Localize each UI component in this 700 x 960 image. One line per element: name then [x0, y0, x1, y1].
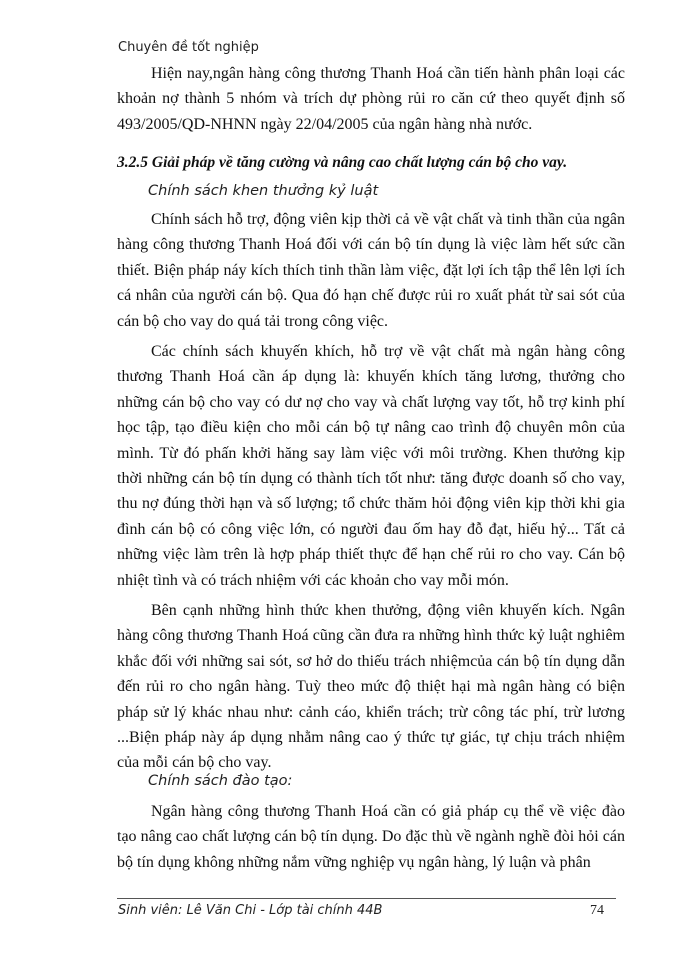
- footer-student-info: Sinh viên: Lê Văn Chi - Lớp tài chính 44B: [118, 903, 383, 918]
- section-heading: 3.2.5 Giải pháp về tăng cường và nâng cao chất lượng cán bộ cho vay.: [117, 154, 568, 171]
- paragraph-4-text: Bên cạnh những hình thức khen thưởng, động viên khuyến kích. Ngân hàng công thương Thanh Hoá cũng cần đưa ra những hình thức kỷ luật nghiêm khắc đối với những sai sót, sơ hở do thiếu trách nhiệmcủa cán bộ tín dụng dẫn đến rủi ro cho ngân hàng. Tuỳ theo mức độ thiệt hại mà ngân hàng có biện pháp sử lý khác nhau như: cảnh cáo, khiển trách; trừ công tác phí, trừ lương ...Biện pháp này áp dụng nhằm nâng cao ý thức tự giác, tự chịu trách nhiệm của mỗi cán bộ cho vay.: [117, 602, 625, 772]
- paragraph-1: [117, 61, 625, 137]
- page-number: 74: [590, 903, 604, 918]
- paragraph-5: [117, 799, 625, 875]
- paragraph-2-text: Chính sách hỗ trợ, động viên kịp thời cả về vật chất và tinh thần của ngân hàng công thương Thanh Hoá đối với cán bộ tín dụng là việc làm hết sức cần thiết. Biện pháp náy kích thích tinh thần làm việc, đặt lợi ích tập thể lên lợi ích cá nhân của người cán bộ. Qua đó hạn chế được rủi ro xuất phát từ sai sót của cán bộ cho vay do quá tải trong công việc.: [117, 211, 625, 330]
- subheading-training: Chính sách đào tạo:: [148, 773, 293, 789]
- page-header: Chuyên đề tốt nghiệp: [118, 40, 259, 55]
- paragraph-2: [117, 207, 625, 334]
- paragraph-3: [117, 339, 625, 593]
- paragraph-1-text: Hiện nay,ngân hàng công thương Thanh Hoá cần tiến hành phân loại các khoản nợ thành 5 nhóm và trích dự phòng rủi ro căn cứ theo quyết định số 493/2005/QD-NHNN ngày 22/04/2005 của ngân hàng nhà nước.: [117, 65, 625, 133]
- paragraph-4: [117, 598, 625, 776]
- paragraph-3-text: Các chính sách khuyến khích, hỗ trợ về vật chất mà ngân hàng công thương Thanh Hoá cần áp dụng là: khuyến khích tăng lương, thưởng cho những cán bộ cho vay có dư nợ cho vay và chất lượng vay tốt, hỗ trợ kinh phí học tập, tạo điều kiện cho mỗi cán bộ tự nâng cao trình độ chuyên môn của mình. Từ đó phấn khởi hăng say làm việc với môi trường. Khen thưởng kịp thời những cán bộ tín dụng có thành tích tốt như: tăng được doanh số cho vay, thu nợ đúng thời hạn và số lượng; tổ chức thăm hỏi động viên kịp thời khi gia đình cán bộ có công việc lớn, có người đau ốm hay đỗ đạt, hiếu hỷ... Tất cả những việc làm trên là hợp pháp thiết thực để hạn chế rủi ro cho vay. Cán bộ nhiệt tình và có trách nhiệm với các khoản cho vay mỗi món.: [117, 343, 625, 589]
- subheading-reward-discipline: Chính sách khen thưởng kỷ luật: [148, 183, 379, 199]
- paragraph-5-text: Ngân hàng công thương Thanh Hoá cần có giả pháp cụ thể về việc đào tạo nâng cao chất lượng cán bộ tín dụng. Do đặc thù về ngành nghề đòi hỏi cán bộ tín dụng không những nắm vững nghiệp vụ ngân hàng, lý luận và phân: [117, 803, 625, 871]
- footer-divider: [117, 898, 616, 899]
